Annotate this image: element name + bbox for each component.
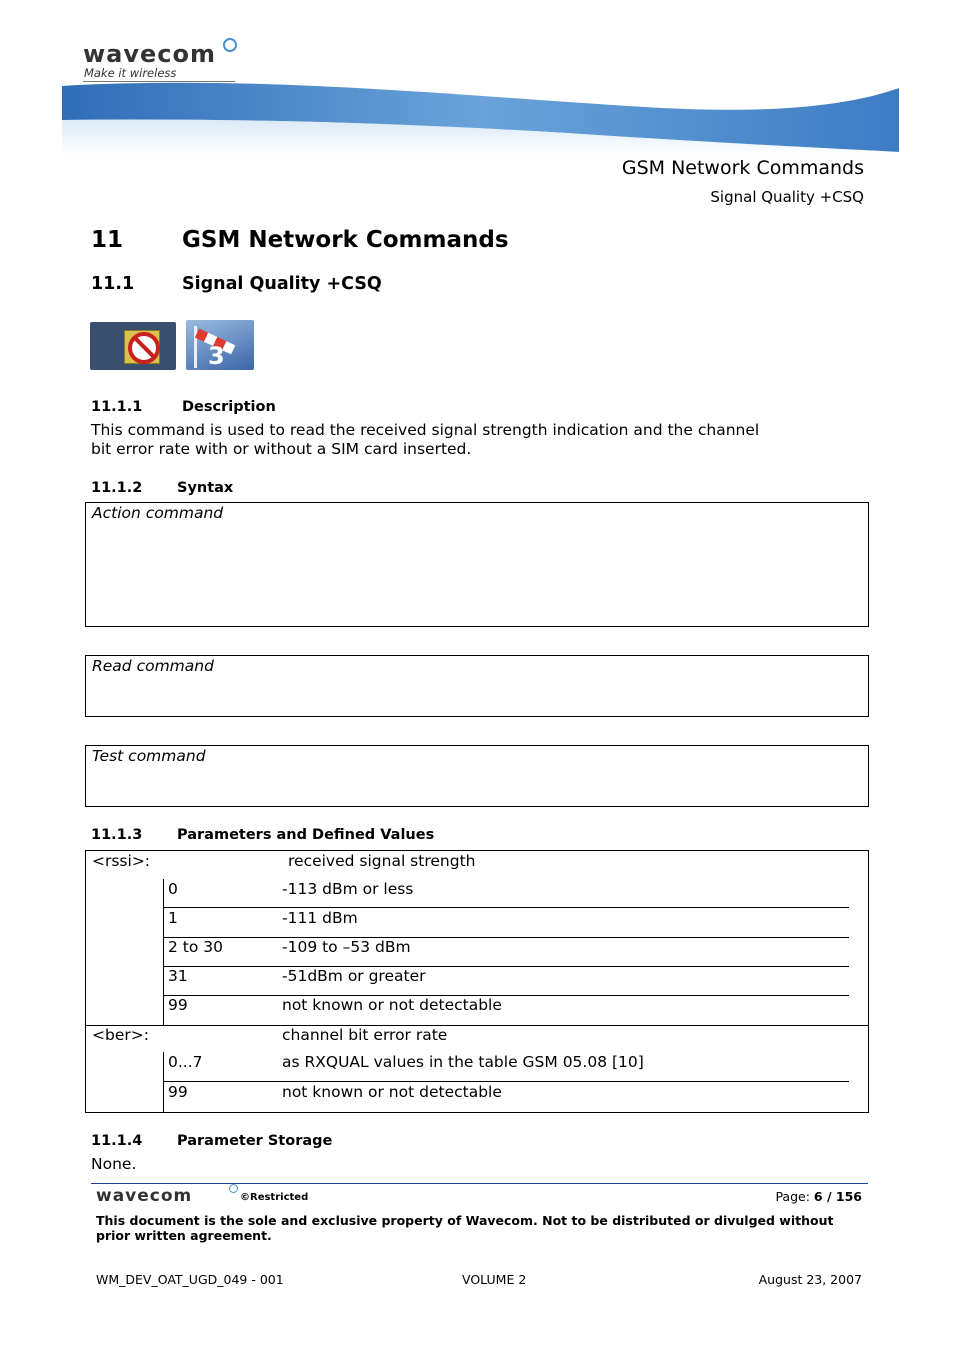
action-command-label: Action command	[92, 504, 224, 522]
table-cell-meaning: -113 dBm or less	[282, 880, 414, 898]
restricted-label: ©Restricted	[240, 1192, 309, 1203]
doc-reference: WM_DEV_OAT_UGD_049 - 001	[96, 1272, 284, 1287]
test-command-box	[85, 745, 869, 807]
footer-logo	[96, 1186, 192, 1206]
description-line-1: This command is used to read the received signal strength indication and the channel	[91, 421, 760, 439]
heading-syntax	[91, 480, 234, 496]
chapter-title: GSM Network Commands	[621, 157, 864, 179]
footer-notice-line-2: prior written agreement.	[96, 1228, 272, 1243]
table-cell-value: 31	[168, 967, 188, 985]
table-cell-meaning: -51dBm or greater	[282, 967, 426, 985]
page-number	[700, 1189, 862, 1204]
heading-description-number: 11.1.1	[91, 399, 143, 415]
parameters-table	[85, 850, 869, 1113]
volume-label: VOLUME 2	[462, 1272, 527, 1287]
footer-rule	[91, 1183, 868, 1184]
heading-2	[91, 274, 382, 294]
tagline: Make it wireless	[84, 66, 177, 80]
table-cell-value: 99	[168, 1083, 188, 1101]
page-current: 6	[813, 1189, 823, 1204]
page-separator: /	[822, 1189, 836, 1204]
ber-param-name: <ber>:	[92, 1026, 149, 1044]
footer-logo-text: wavecom	[96, 1186, 193, 1206]
windsock-class3-icon	[186, 320, 254, 370]
rssi-inner-border	[163, 879, 164, 1025]
test-command-label: Test command	[92, 747, 206, 765]
read-command-label: Read command	[92, 657, 214, 675]
ber-param-desc: channel bit error rate	[282, 1026, 448, 1044]
heading-parameters	[91, 827, 435, 843]
heading-description-title: Description	[182, 399, 276, 415]
rssi-param-name: <rssi>:	[92, 852, 151, 870]
table-cell-value: 99	[168, 996, 188, 1014]
table-cell-meaning: not known or not detectable	[282, 1083, 502, 1101]
heading-parameters-title: Parameters and Defined Values	[177, 827, 435, 843]
header-swoosh	[62, 78, 899, 156]
heading-2-number: 11.1	[91, 274, 135, 294]
row-divider	[163, 1081, 849, 1082]
storage-text: None.	[91, 1155, 137, 1173]
table-cell-meaning: not known or not detectable	[282, 996, 502, 1014]
table-cell-value: 0...7	[168, 1053, 203, 1071]
description-line-2: bit error rate with or without a SIM card inserted.	[91, 440, 472, 458]
ber-inner-border	[163, 1052, 164, 1112]
logo-text: wavecom	[83, 40, 217, 68]
rssi-param-desc: received signal strength	[288, 852, 476, 870]
heading-description	[91, 399, 276, 415]
wavecom-logo	[83, 40, 216, 68]
table-cell-meaning: -109 to –53 dBm	[282, 938, 411, 956]
table-cell-value: 0	[168, 880, 178, 898]
heading-1-number: 11	[91, 227, 124, 253]
table-cell-meaning: -111 dBm	[282, 909, 358, 927]
page-label: Page:	[775, 1189, 810, 1204]
row-divider	[163, 966, 849, 967]
footer-notice	[96, 1213, 862, 1243]
param-group-divider	[86, 1025, 868, 1026]
row-divider	[163, 907, 849, 908]
footer-logo-swirl-icon	[229, 1184, 238, 1193]
row-divider	[163, 937, 849, 938]
row-divider	[163, 995, 849, 996]
section-title: Signal Quality +CSQ	[710, 188, 864, 206]
heading-syntax-number: 11.1.2	[91, 480, 143, 496]
heading-storage-title: Parameter Storage	[177, 1133, 333, 1149]
document-date: August 23, 2007	[758, 1272, 862, 1287]
description-text	[91, 421, 866, 459]
page-total: 156	[835, 1189, 862, 1204]
table-cell-meaning: as RXQUAL values in the table GSM 05.08 [10]	[282, 1053, 644, 1071]
heading-1	[91, 227, 509, 253]
action-command-box	[85, 502, 869, 627]
heading-2-title: Signal Quality +CSQ	[182, 274, 382, 294]
footer-notice-line-1: This document is the sole and exclusive property of Wavecom. Not to be distributed or divulged without	[96, 1213, 834, 1228]
read-command-box	[85, 655, 869, 717]
heading-storage	[91, 1133, 333, 1149]
no-sim-icon	[90, 322, 176, 370]
heading-storage-number: 11.1.4	[91, 1133, 143, 1149]
heading-parameters-number: 11.1.3	[91, 827, 143, 843]
heading-1-title: GSM Network Commands	[182, 227, 509, 253]
heading-syntax-title: Syntax	[177, 480, 234, 496]
class-number: 3	[208, 342, 225, 370]
table-cell-value: 2 to 30	[168, 938, 223, 956]
table-cell-value: 1	[168, 909, 178, 927]
logo-swirl-icon	[223, 38, 237, 52]
